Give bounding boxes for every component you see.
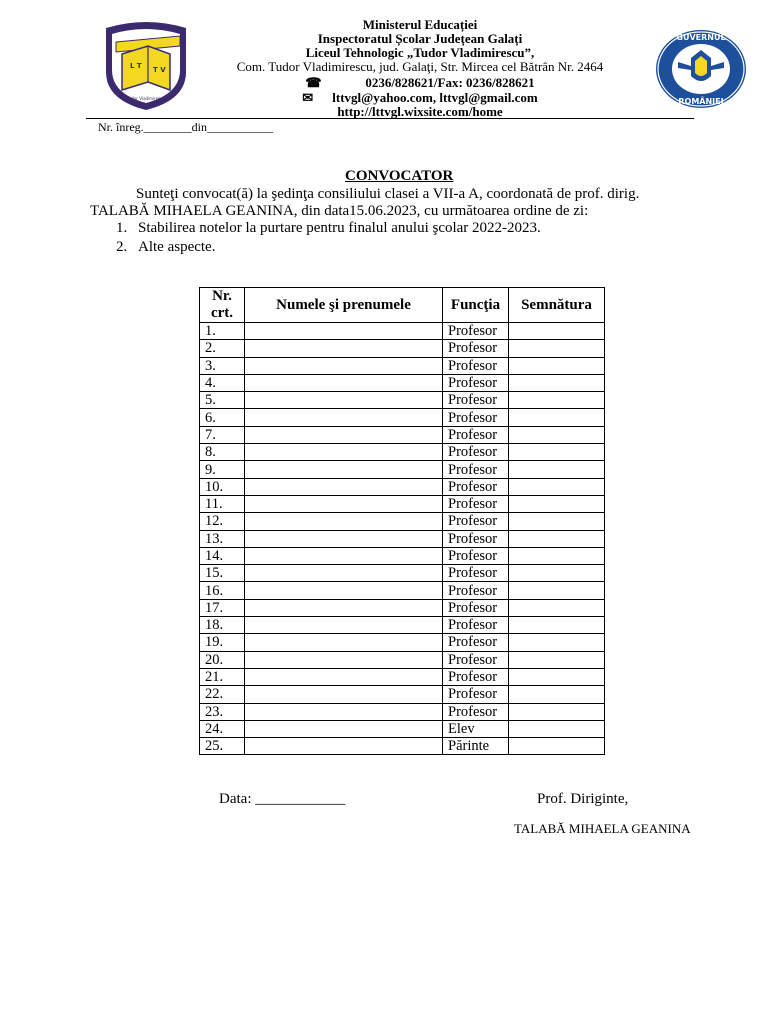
signature-cell[interactable] <box>509 478 605 495</box>
function-cell: Profesor <box>443 686 509 703</box>
function-cell: Profesor <box>443 374 509 391</box>
name-cell[interactable] <box>245 495 443 512</box>
table-row <box>200 478 605 495</box>
table-row <box>200 392 605 409</box>
row-number: 21. <box>200 668 245 685</box>
website-link[interactable]: http://lttvgl.wixsite.com/home <box>337 104 503 119</box>
name-cell[interactable] <box>245 340 443 357</box>
table-row <box>200 547 605 564</box>
function-cell: Profesor <box>443 634 509 651</box>
table-row <box>200 374 605 391</box>
table-row <box>200 461 605 478</box>
name-cell[interactable] <box>245 617 443 634</box>
signature-cell[interactable] <box>509 703 605 720</box>
function-cell: Profesor <box>443 323 509 340</box>
name-cell[interactable] <box>245 634 443 651</box>
signature-cell[interactable] <box>509 738 605 755</box>
name-cell[interactable] <box>245 651 443 668</box>
function-cell: Părinte <box>443 738 509 755</box>
signature-cell[interactable] <box>509 461 605 478</box>
row-number: 17. <box>200 599 245 616</box>
name-cell[interactable] <box>245 478 443 495</box>
function-cell: Profesor <box>443 582 509 599</box>
name-cell[interactable] <box>245 392 443 409</box>
name-cell[interactable] <box>245 426 443 443</box>
table-row <box>200 738 605 755</box>
table-row <box>200 668 605 685</box>
name-cell[interactable] <box>245 530 443 547</box>
row-number: 15. <box>200 565 245 582</box>
row-number: 19. <box>200 634 245 651</box>
function-cell: Profesor <box>443 547 509 564</box>
signature-cell[interactable] <box>509 530 605 547</box>
name-cell[interactable] <box>245 357 443 374</box>
intro-line-1: Sunteţi convocat(ă) la şedinţa consiliului clasei a VII-a A, coordonată de prof. dirig. <box>136 186 640 202</box>
ministry-name: Ministerul Educației <box>362 17 478 32</box>
name-cell[interactable] <box>245 720 443 737</box>
signature-cell[interactable] <box>509 720 605 737</box>
svg-text:ROMÂNIEI: ROMÂNIEI <box>678 97 724 106</box>
signature-cell[interactable] <box>509 357 605 374</box>
function-cell: Profesor <box>443 426 509 443</box>
name-cell[interactable] <box>245 668 443 685</box>
email-line: ✉ lttvgl@yahoo.com, lttvgl@gmail.com <box>302 90 538 105</box>
signature-cell[interactable] <box>509 323 605 340</box>
table-row <box>200 323 605 340</box>
col-header-function: Funcţia <box>443 288 509 323</box>
table-row <box>200 513 605 530</box>
row-number: 6. <box>200 409 245 426</box>
row-number: 11. <box>200 495 245 512</box>
agenda-item: 1. Stabilirea notelor la purtare pentru finalul anului şcolar 2022-2023. <box>116 220 541 236</box>
table-row <box>200 426 605 443</box>
row-number: 23. <box>200 703 245 720</box>
signature-cell[interactable] <box>509 668 605 685</box>
agenda-item: 2. Alte aspecte. <box>116 239 216 255</box>
svg-text:GUVERNUL: GUVERNUL <box>676 33 726 42</box>
function-cell: Profesor <box>443 495 509 512</box>
table-row <box>200 599 605 616</box>
name-cell[interactable] <box>245 738 443 755</box>
table-row <box>200 634 605 651</box>
table-row <box>200 617 605 634</box>
row-number: 2. <box>200 340 245 357</box>
function-cell: Profesor <box>443 599 509 616</box>
date-field: Data: ____________ <box>219 791 346 807</box>
name-cell[interactable] <box>245 582 443 599</box>
function-cell: Profesor <box>443 513 509 530</box>
table-row <box>200 357 605 374</box>
government-seal <box>654 28 748 110</box>
inspectorate-name: Inspectoratul Școlar Județean Galați <box>317 31 523 46</box>
name-cell[interactable] <box>245 513 443 530</box>
row-number: 14. <box>200 547 245 564</box>
row-number: 13. <box>200 530 245 547</box>
name-cell[interactable] <box>245 323 443 340</box>
row-number: 8. <box>200 444 245 461</box>
role-label: Prof. Diriginte, <box>537 791 629 807</box>
col-header-nr: Nr. crt. <box>200 288 245 323</box>
table-row <box>200 651 605 668</box>
row-number: 12. <box>200 513 245 530</box>
phone-icon: ☎ <box>305 75 322 90</box>
table-header-row <box>200 288 605 323</box>
signature-cell[interactable] <box>509 599 605 616</box>
function-cell: Profesor <box>443 340 509 357</box>
intro-line-2: TALABĂ MIHAELA GEANINA, din data15.06.2023, cu următoarea ordine de zi: <box>90 203 589 219</box>
signature-cell[interactable] <box>509 565 605 582</box>
table-row <box>200 686 605 703</box>
name-cell[interactable] <box>245 444 443 461</box>
signature-cell[interactable] <box>509 374 605 391</box>
row-number: 3. <box>200 357 245 374</box>
signature-cell[interactable] <box>509 634 605 651</box>
table-row <box>200 565 605 582</box>
function-cell: Profesor <box>443 409 509 426</box>
name-cell[interactable] <box>245 686 443 703</box>
document-title: CONVOCATOR <box>345 168 454 184</box>
function-cell: Profesor <box>443 392 509 409</box>
signature-cell[interactable] <box>509 513 605 530</box>
row-number: 16. <box>200 582 245 599</box>
row-number: 25. <box>200 738 245 755</box>
row-number: 1. <box>200 323 245 340</box>
function-cell: Profesor <box>443 478 509 495</box>
table-row <box>200 409 605 426</box>
function-cell: Profesor <box>443 565 509 582</box>
table-row <box>200 582 605 599</box>
row-number: 24. <box>200 720 245 737</box>
function-cell: Profesor <box>443 617 509 634</box>
phone-line: ☎ 0236/828621/Fax: 0236/828621 <box>305 75 535 90</box>
school-logo <box>100 20 192 112</box>
header-divider <box>86 118 694 119</box>
table-row <box>200 530 605 547</box>
signature-cell[interactable] <box>509 617 605 634</box>
name-cell[interactable] <box>245 409 443 426</box>
name-cell[interactable] <box>245 703 443 720</box>
signature-cell[interactable] <box>509 495 605 512</box>
svg-text:Tudor Vladimirescu: Tudor Vladimirescu <box>126 96 166 101</box>
signature-cell[interactable] <box>509 426 605 443</box>
table-row <box>200 720 605 737</box>
registration-line: Nr. înreg.________din___________ <box>98 120 273 134</box>
function-cell: Elev <box>443 720 509 737</box>
signature-cell[interactable] <box>509 444 605 461</box>
signature-cell[interactable] <box>509 651 605 668</box>
col-header-name: Numele şi prenumele <box>245 288 443 323</box>
row-number: 20. <box>200 651 245 668</box>
table-row <box>200 495 605 512</box>
signature-cell[interactable] <box>509 340 605 357</box>
signature-cell[interactable] <box>509 547 605 564</box>
function-cell: Profesor <box>443 703 509 720</box>
teacher-name: TALABĂ MIHAELA GEANINA <box>514 821 691 836</box>
school-name: Liceul Tehnologic „Tudor Vladimirescu”, <box>305 45 535 60</box>
function-cell: Profesor <box>443 461 509 478</box>
school-address: Com. Tudor Vladimirescu, jud. Galaţi, Str. Mircea cel Bătrân Nr. 2464 <box>236 59 604 74</box>
mail-icon: ✉ <box>302 90 314 105</box>
function-cell: Profesor <box>443 668 509 685</box>
name-cell[interactable] <box>245 565 443 582</box>
function-cell: Profesor <box>443 651 509 668</box>
attendance-table <box>199 287 605 755</box>
row-number: 22. <box>200 686 245 703</box>
name-cell[interactable] <box>245 374 443 391</box>
table-row <box>200 340 605 357</box>
col-header-signature: Semnătura <box>509 288 605 323</box>
row-number: 10. <box>200 478 245 495</box>
row-number: 4. <box>200 374 245 391</box>
signature-cell[interactable] <box>509 409 605 426</box>
signature-cell[interactable] <box>509 686 605 703</box>
row-number: 7. <box>200 426 245 443</box>
signature-cell[interactable] <box>509 392 605 409</box>
svg-text:T V: T V <box>153 66 166 74</box>
row-number: 9. <box>200 461 245 478</box>
logo-letters: L T <box>130 62 142 70</box>
function-cell: Profesor <box>443 444 509 461</box>
name-cell[interactable] <box>245 461 443 478</box>
signature-cell[interactable] <box>509 582 605 599</box>
name-cell[interactable] <box>245 547 443 564</box>
table-row <box>200 703 605 720</box>
name-cell[interactable] <box>245 599 443 616</box>
row-number: 5. <box>200 392 245 409</box>
row-number: 18. <box>200 617 245 634</box>
function-cell: Profesor <box>443 530 509 547</box>
function-cell: Profesor <box>443 357 509 374</box>
table-row <box>200 444 605 461</box>
